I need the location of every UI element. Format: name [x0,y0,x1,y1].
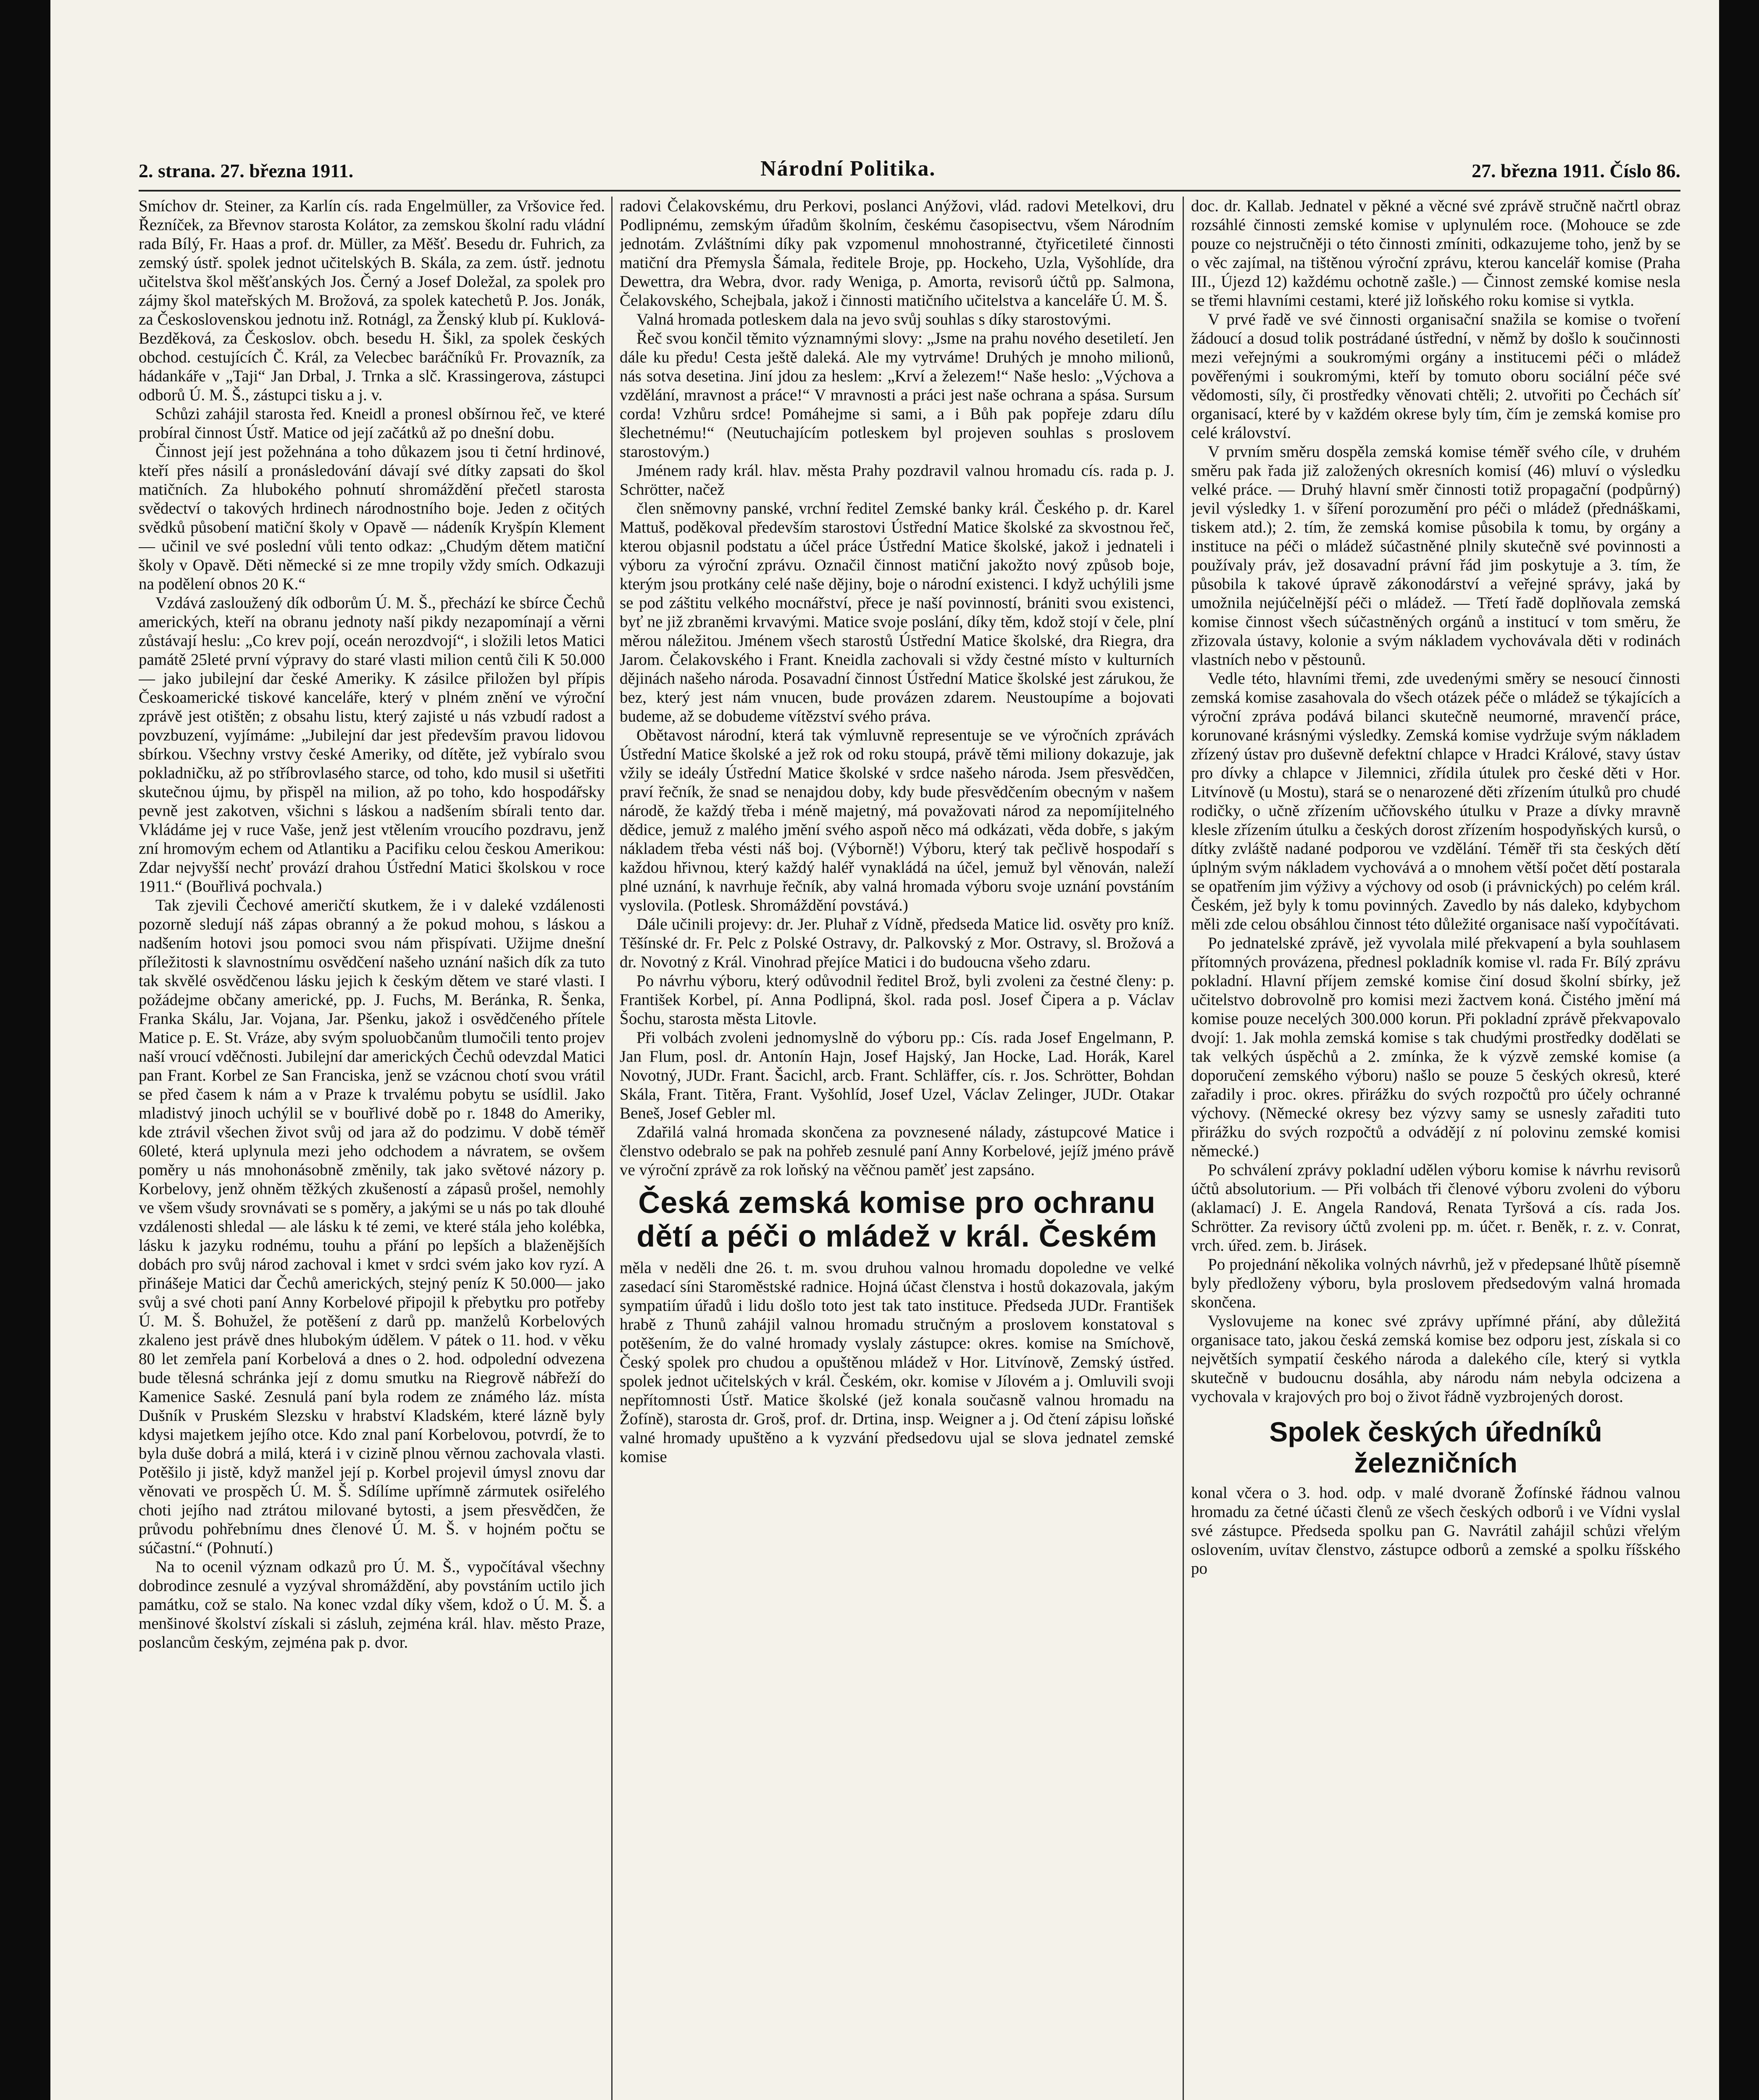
paragraph: člen sněmovny panské, vrchní ředitel Zemské banky král. Českého p. dr. Karel Mattuš, poděkoval především starostovi Ústřední Matice školské za skvostnou řeč, kterou objasnil podstatu a účel práce Ústřední Matice školské, jakož i jednateli i výboru za výroční zprávu. Označil činnost matiční jakožto nový způsob boje, kterým jsou protkány celé naše dějiny, boje o národní existenci. I když uchýlili jsme se pod záštitu velkého mocnářství, přece je naší povinností, brániti svou existenci, byť ne již zbraněmi krvavými. Matice svoje poslání, díky těm, kdož stojí v čele, plní měrou náležitou. Jménem všech starostů Ústřední Matice školské, dra Riegra, dra Jarom. Čelakovského i Frant. Kneidla zachovali si vždy čestné místo v kulturních dějinách našeho národa. Posavadní činnost Ústřední Matice školské jest zárukou, že bez, který jest nám vnucen, bude provázen zdarem. Neustoupíme a bojovati budeme, až se dobudeme vítězství svého práva. [620,499,1174,725]
paragraph: Po jednatelské zprávě, jež vyvolala milé překvapení a byla souhlasem přítomných provázena, přednesl pokladník komise vl. rada Fr. Bílý zprávu pokladní. Hlavní příjem zemské komise činí dosud školní sbírky, jež učitelstvo dobrovolně pro komisi mezi žactvem koná. Čistého jmění má komise pouze necelých 300.000 korun. Při pokladní zprávě překvapovalo dvojí: 1. Jak mohla zemská komise s tak chudými prostředky dodělati se tak velkých úspěchů a 2. zmínka, že k výzvě zemské komise (a doporučení zemského výboru) našlo se pouze 5 českých okresů, které zařadily i proc. okres. přirážku do svých rozpočtů pro účely ochranné výchovy. (Německé okresy bez výzvy samy se usnesly zařaditi tuto přirážku do svých rozpočtů a odvádějí z ní polovinu zemské komisi německé.) [1191,934,1680,1160]
article-headline: Česká zemská komise pro ochranu dětí a péči o mládež v král. Českém [636,1186,1157,1253]
paragraph: Valná hromada potleskem dala na jevo svůj souhlas s díky starostovými. [636,310,1111,328]
page-header [139,156,1680,190]
paragraph: Jménem rady král. hlav. města Prahy pozdravil valnou hromadu cís. rada p. J. Schrötter, načež [620,462,1174,499]
paragraph: V prvním směru dospěla zemská komise téměř svého cíle, v druhém směru pak řada již založených okresních komisí (46) mluví o výsledku velké práce. — Druhý hlavní směr činnosti totiž propagační (podpůrný) jevil výsledky 1. v šíření porozumění pro péči o mládež (přednáškami, tiskem atd.); 2. tím, že zemská komise působila k tomu, by orgány a instituce na péči o mládež súčastněné plnily skutečně své povinnosti a používaly práv, jež dosavadní právní řád jim poskytuje a 3. tím, že působila k takové úpravě zákonodárství a veřejné správy, jaká by umožnila nejúčelnější péči o mládež. — Třetí řadě doplňovala zemská komise činnost všech súčastněných orgánů a institucí v tom směru, že zřizovala ústavy, kolonie a svým nákladem vychovávala děti v rodinách vlastních nebo v pěstounů. [1191,443,1680,669]
paragraph: Po schválení zprávy pokladní udělen výboru komise k návrhu revisorů účtů absolutorium. — Při volbách tři členové výboru zvoleni do výboru (aklamací) J. E. Angela Randová, Renata Tyršová a cís. rada Jos. Schrötter. Za revisory účtů zvoleni pp. m. účet. r. Beněk, r. z. v. Conrat, vrch. úřed. zem. b. Jirásek. [1191,1161,1680,1255]
paragraph: Smíchov dr. Steiner, za Karlín cís. rada Engelmüller, za Vršovice řed. Řezníček, za Břevnov starosta Kolátor, za zemskou školní radu vládní rada Bílý, Fr. Haas a prof. dr. Müller, za Měšť. Besedu dr. Fuhrich, za zemský ústř. spolek jednot učitelských B. Skála, za zem. ústř. jednotu učitelstva škol měšťanských Jos. Černý a Josef Doležal, za spolek pro zájmy škol mateřských M. Brožová, za spolek katechetů P. Jos. Jonák, za Československou jednotu inž. Rotnágl, za Ženský klub pí. Kuklová-Bezděková, za Českoslov. obch. besedu H. Šikl, za spolek českých obchod. cestujících Č. Král, za Velecbec baráčníků Fr. Provazník, za hádankáře v „Taji“ Jan Drbal, J. Trnka a slč. Krassingerova, zástupci odborů Ú. M. Š., zástupci tisku a j. v. [139,197,605,404]
column-divider [1183,197,1184,2100]
paragraph: Činnost její jest požehnána a toho důkazem jsou ti četní hrdinové, kteří přes násilí a pronásledování dávají své dítky zapsati do škol matičních. Za hlubokého pohnutí shromáždění přečetl starosta svědectví o takových hrdinech národnostního boje. Jeden z očitých svědků působení matiční školy v Opavě — nádeník Kryšpín Klement — učinil ve své poslední vůli tento odkaz: „Chudým dětem matiční školy v Opavě. Děti německé si ze mne tropily vždy smích. Odkazuji na podělení obnos 20 K.“ [139,443,605,593]
column-2 [620,197,1174,2100]
paragraph: Obětavost národní, která tak výmluvně representuje se ve výročních zprávách Ústřední Matice školské a jež rok od roku stoupá, právě těmi miliony dokazuje, jak vžily se ideály Ústřední Matice školské v srdce našeho národa. Jsem přesvědčen, praví řečník, že snad se nenajdou doby, kdy bude přesvědčením obecným v našem národě, že každý třeba i méně majetný, má považovati národ za nepomíjitelného dědice, jemuž z malého jmění svého aspoň něco má odkázati, věda dobře, s jakým nákladem třeba vésti náš boj. (Výborně!) Výboru, který tak pečlivě hospodaří s každou hřivnou, který každý haléř vynakládá na účel, jemuž byl věnován, naleží plné uznání, k navrhuje řečník, aby valná hromada výboru svoje uznání povstáním vyslovila. (Potlesk. Shromáždění povstává.) [620,726,1174,914]
paragraph: Zdařilá valná hromada skončena za povznesené nálady, zástupcové Matice i členstvo odebralo se pak na pohřeb zesnulé paní Anny Korbelové, jejíž jméno právě ve výroční zprávě za rok loňský na věčnou paměť jest zapsáno. [620,1123,1174,1179]
column-3 [1191,197,1680,2100]
paragraph: doc. dr. Kallab. Jednatel v pěkné a věcné své zprávě stručně načrtl obraz rozsáhlé činnosti zemské komise v uplynulém roce. (Mohouce se zde pouze co nejstručněji o této činnosti zmíniti, odkazujeme toho, jenž by se o věc zajímal, na tištěnou výroční zprávu, kterou kancelář komise (Praha III., Újezd 12) každému ochotně zašle.) — Činnost zemské komise nesla se třemi hlavními cestami, které již loňského roku komise si vytkla. [1191,197,1680,310]
paragraph: konal včera o 3. hod. odp. v malé dvoraně Žofínské řádnou valnou hromadu za četné účasti členů ze všech českých odborů i ve Vídni vyslal své zástupce. Předseda spolku pan G. Navrátil zahájil schůzi vřelým oslovením, uvítav členstvo, zástupce odborů a zemské a spolku říšského po [1191,1484,1680,1578]
header-left-date: 2. strana. 27. března 1911. [139,160,354,181]
article-headline: Spolek českých úředníků železničních [1269,1416,1602,1478]
paragraph: Schůzi zahájil starosta řed. Kneidl a pronesl obšírnou řeč, ve které probíral činnost Ústř. Matice od její začátků až po dnešní dobu. [139,405,605,442]
paragraph: měla v neděli dne 26. t. m. svou druhou valnou hromadu dopoledne ve velké zasedací síni Staroměstské radnice. Hojná účast členstva i hostů dokazovala, jakým sympatiím úřadů i lidu došlo toto jest tak tato instituce. Předseda JUDr. František hrabě z Thunů zahájil valnou hromadu stručným a proslovem konstatoval s potěšením, že do valné hromady vyslaly zástupce: okres. komise na Smíchově, Český spolek pro chudou a opuštěnou mládež v Hor. Litvínově, Zemský ústřed. spolek jednot učitelských v král. Českém, okr. komise v Jílovém a j. Omluvili svoji nepřítomnosti Ústř. Matice školské (jež konala současně valnou hromadu na Žofíně), starosta dr. Groš, prof. dr. Drtina, insp. Weigner a j. Od čtení zápisu loňské valné hromady upuštěno a k vyzvání předsedovu ujal se slova jednatel zemské komise [620,1259,1174,1466]
scan-border-right [1719,0,1759,2100]
paragraph: Při volbách zvoleni jednomyslně do výboru pp.: Cís. rada Josef Engelmann, P. Jan Flum, posl. dr. Antonín Hajn, Josef Hajský, Jan Hocke, Lad. Horák, Karel Novotný, JUDr. Frant. Šacichl, arcb. Frant. Schläffer, cís. r. Jos. Schrötter, Bohdan Skála, Frant. Titěra, Frant. Vyšohlíd, Josef Uzel, Václav Zelinger, JUDr. Otakar Beneš, Josef Gebler ml. [620,1029,1174,1122]
header-rule [139,190,1680,192]
paragraph: Řeč svou končil těmito významnými slovy: „Jsme na prahu nového desetiletí. Jen dále ku předu! Cesta ještě daleká. Ale my vytrváme! Druhých je mnoho milionů, nás sotva desetina. Jiní jdou za heslem: „Krví a železem!“ Naše heslo: „Výchova a vzdělání, mravnost a práce!“ V mravnosti a práci jest naše ochrana a spása. Sursum corda! Vzhůru srdce! Pomáhejme si sami, a i Bůh pak popřeje zdaru dílu šlechetnému!“ (Neutuchajícím potleskem byl projeven souhlas s proslovem starostovým.) [620,329,1174,461]
paragraph: Vzdává zasloužený dík odborům Ú. M. Š., přechází ke sbírce Čechů amerických, kteří na obranu jednoty naší pikdy nezapomínají a věrni zůstávají heslu: „Co krev pojí, oceán nerozdvojí“, i složili letos Matici památě 25leté první výpravy do staré vlasti milion centů čili K 50.000— jako jubilejní dar české Ameriky. K zásilce přiložen byl přípis Českoamerické tiskové kanceláře, který v plném znění ve výroční zprávě jest otištěn; z obsahu listu, který zajisté u nás vzbudí radost a povzbuzení, vyjímáme: „Jubilejní dar jest především pravou lidovou sbírkou. Všechny vrstvy české Ameriky, od dítěte, jež vybíralo svou pokladničku, až po stříbrovlasého starce, od toho, kdo musil si ušetřiti skutečnou újmu, by přispěl na milion, až po toho, kdo hospodářsky pevně jest zakotven, všichni s láskou a nadšením sbírali tento dar. Vkládáme jej v ruce Vaše, jenž jest vtělením vroucího pozdravu, jenž zní hromovým echem od Atlantiku a Pacifiku celou českou Amerikou: Zdar nejvyšší nechť provází drahou Ústřední Matici školskou v roce 1911.“ (Bouřlivá pochvala.) [139,594,605,895]
paragraph: Na to ocenil význam odkazů pro Ú. M. Š., vypočítával všechny dobrodince zesnulé a vyzýval shromáždění, aby povstáním uctilo jich památku, což se stalo. Na konec vzdal díky všem, kdož o Ú. M. Š. a menšinové školství získali si zásluh, zejména král. hlav. město Praze, poslancům českým, zejména pak p. dvor. [139,1558,605,1651]
paragraph: Dále učinili projevy: dr. Jer. Pluhař z Vídně, předseda Matice lid. osvěty pro kníž. Těšínské dr. Fr. Pelc z Polské Ostravy, dr. Palkovský z Mor. Ostravy, sl. Brožová a dr. Novotný z Král. Vinohrad přejíce Matici i do budoucna všeho zdaru. [620,915,1174,971]
paragraph: Vyslovujeme na konec své zprávy upřímné přání, aby důležitá organisace tato, jakou česká zemská komise bez odporu jest, získala si co největších sympatií českého národa a dalekého cíle, který si vytkla skutečně v budoucnu dosáhla, aby národu nám nebyla odcizena a vychovala v krajových pro boj o život řádně vyzbrojených dorost. [1191,1312,1680,1406]
paragraph: Tak zjevili Čechové američtí skutkem, že i v daleké vzdálenosti pozorně sledují náš zápas obranný a že pokud mohou, s láskou a nadšením hotovi jsou pomoci svou nám přispívati. Užijme dnešní příležitosti k slavnostnímu osvědčení našeho uznání našich dík za tuto tak skvělé osvědčenou lásku jejich k českým dětem ve staré vlasti. I požádejme občany americké, pp. J. Fuchs, M. Beránka, R. Šenka, Franka Skálu, Jar. Vojana, Jar. Pšenku, jakož i osvědčeného přítele Matice p. E. St. Vráze, aby svým spoluobčanům tlumočili tento projev naší vroucí vděčnosti. Jubilejní dar amerických Čechů odevzdal Matici pan Frant. Korbel ze San Franciska, jenž se vzácnou chotí svou vrátil se před časem k nám a v Praze k trvalému pobytu se usídlil. Jako mladistvý jinoch uchýlil se v bouřlivé době po r. 1848 do Ameriky, kde ztrávil všechen život svůj od jara až do podzimu. V době téměř 60leté, která uplynula mezi jeho odchodem a návratem, se ovšem poměry u nás mnohonásobně změnily, tak jako světové názory p. Korbelovy, jenž ohněm těžkých zkušeností a zápasů prošel, nemohly ve všem všudy srovnávati se s poměry, a jakými se u nás po tak dlouhé vzdálenosti shledal — ale lásku k té zemi, ve které stála jeho kolébka, lásku k jazyku rodnému, touhu a přání po lepších a blaženějších dobách pro svůj národ zachoval i kmet v srdci svém jako kov ryzí. A přinášeje Matici dar Čechů amerických, stejný peníz K 50.000— jako svůj a své choti paní Anny Korbelové připojil k přebytku pro potřeby Ú. M. Š. Bohužel, že potěšení z darů pp. manželů Korbelových zkaleno jest právě dnes hlubokým údělem. V pátek o 11. hod. v věku 80 let zemřela paní Korbelová a dnes o 2. hod. odpolední odvezena bude tělesná schránka její z domu smutku na Riegrově nábřeží do Kamenice Saské. Zesnulá paní byla rodem ze známého láz. místa Dušník v Pruském Slezsku v hrabství Kladském, které lázně byly kdysi majetkem jejího otce. Kdo znal paní Korbelovou, potvrdí, že to byla duše dobrá a milá, která i v cizině plnou věrnou zachovala vlasti. Potěšilo ji jistě, když manžel její p. Korbel projevil úmysl znovu dar věnovati ve prospěch Ú. M. Š. Sdílíme upřímně zármutek osiřelého choti jejího nad ztrátou milované bytosti, a jsem přesvědčen, že průvodu pohřebnímu dnes členové Ú. M. Š. v hojném počtu se súčastní.“ (Pohnutí.) [139,896,605,1557]
newspaper-masthead: Národní Politika. [760,157,936,181]
scan-border-left [0,0,50,2100]
paragraph: radovi Čelakovskému, dru Perkovi, poslanci Anýžovi, vlád. radovi Metelkovi, dru Podlipnému, zemským úřadům školním, českému časopisectvu, všem Národním jednotám. Zvláštními díky pak vzpomenul mnohostranné, čtyřicetileté činnosti matiční dra Přemysla Šámala, ředitele Broje, pp. Hockeho, Uzla, Vyšohlíde, dra Dewettra, dra Webra, dvor. rady Weniga, p. Amorta, revisorů účtů pp. Salmona, Čelakovského, Schejbala, jakož i činnosti matičního učitelstva a kanceláře Ú. M. Š. [620,197,1174,310]
paragraph: V prvé řadě ve své činnosti organisační snažila se komise o tvoření žádoucí a dosud tolik postrádané ústřední, v němž by došlo k součinnosti mezi veřejnými a soukromými orgány a institucemi péči o mládež pověřenými i soukromými, kteří by tomuto oboru sociální péče své vědomosti, síly, či prostředky věnovati chtěli; 2. utvořiti po Čechách síť organisací, které by v každém okrese byly tím, čím je zemská komise pro celé království. [1191,310,1680,442]
header-right-issue: 27. března 1911. Číslo 86. [1471,160,1680,181]
column-divider [611,197,613,2100]
paragraph: Po projednání několika volných návrhů, jež v předepsané lhůtě písemně byly předloženy výboru, byla proslovem předsedovým valná hromada skončena. [1191,1255,1680,1311]
paragraph: Vedle této, hlavními třemi, zde uvedenými směry se nesoucí činnosti zemská komise zasahovala do všech otázek péče o mládež se týkajících a výroční zpráva podává bilanci skutečně neumorné, mravenčí práce, korunované krásnými výsledky. Zemská komise vydržuje svým nákladem zřízený ústav pro duševně defektní chlapce v Hradci Králové, stavy ústav pro dívky a chlapce v Jilemnici, zřídila útulek pro české děti v Hor. Litvínově (u Mostu), stará se o nenarozené děti zřízením útulků pro chudé rodičky, o učně zřízením učňovského útulku v Praze a dívky mravně klesle zřízením útulku a českých dorost zřízením hospodyňských kursů, o dítky zvláště nadané podporou ve vzdělání. Téměř tři sta českých dětí úplným svým nákladem vychovává a o mnohem větší počet dětí postarala se opatřením jim výživy a výchovy od osob (i právnických) po celém král. Českém, jež byly k tomu povinných. Zavedlo by nás daleko, kdybychom měli zde celou obsáhlou činnost této důležité organisace naší vypočítávati. [1191,669,1680,933]
paragraph: Po návrhu výboru, který odůvodnil ředitel Brož, byli zvoleni za čestné členy: p. František Korbel, pí. Anna Podlipná, škol. rada posl. Josef Čipera a p. Václav Šochu, starosta města Litovle. [620,972,1174,1028]
column-1 [139,197,605,2100]
